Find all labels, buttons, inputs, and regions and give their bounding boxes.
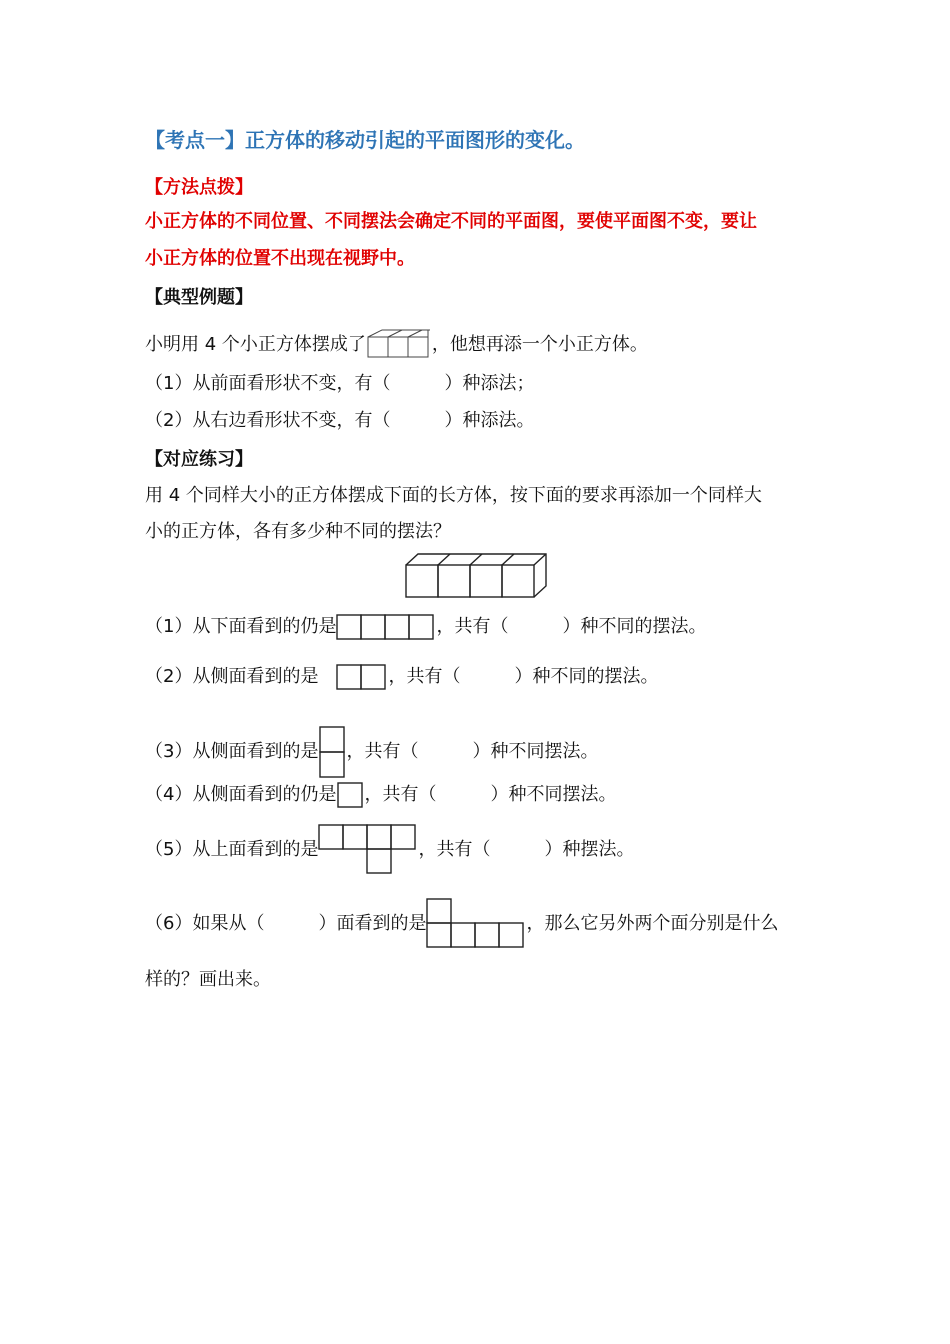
practice-title: 【对应练习】 <box>145 449 253 470</box>
practice-question-2 <box>145 664 658 690</box>
q3-vertical-two-square-figure <box>318 726 346 778</box>
method-text-line1: 小正方体的不同位置、不同摆法会确定不同的平面图，要使平面图不变，要让 <box>145 211 757 232</box>
example-cube-figure <box>366 328 432 362</box>
q2-two-square-figure <box>336 664 388 690</box>
q5-text-before: （5）从上面看到的是 <box>145 839 319 860</box>
method-title: 【方法点拨】 <box>145 177 253 198</box>
practice-text-line2: 小的正方体，各有多少种不同的摆法？ <box>145 521 451 542</box>
example-question-1: （1）从前面看形状不变，有（ ）种添法； <box>145 373 535 394</box>
section-heading: 【考点一】正方体的移动引起的平面图形的变化。 <box>145 128 585 152</box>
example-question-2: （2）从右边看形状不变，有（ ）种添法。 <box>145 410 535 431</box>
q4-text-after: ，共有（ ）种不同摆法。 <box>364 784 617 805</box>
example-title: 【典型例题】 <box>145 287 253 308</box>
q5-text-after: ，共有（ ）种摆法。 <box>418 839 635 860</box>
practice-question-4 <box>145 782 616 808</box>
q5-t-shape-figure <box>318 824 418 876</box>
q6-text-after: ，那么它另外两个面分别是什么 <box>526 913 779 934</box>
practice-text-line1: 用 4 个同样大小的正方体摆成下面的长方体，按下面的要求再添加一个同样大 <box>145 485 762 506</box>
q6-l-shape-figure <box>426 898 526 950</box>
practice-question-5 <box>145 838 634 876</box>
q6-text-before: （6）如果从（ ）面看到的是 <box>145 913 427 934</box>
q1-text-before: （1）从下面看到的仍是 <box>145 616 337 637</box>
cuboid-figure <box>404 552 550 600</box>
q6-text-line2: 样的？画出来。 <box>145 969 271 990</box>
q4-single-square-figure <box>336 782 364 808</box>
q1-text-after: ，共有（ ）种不同的摆法。 <box>436 616 707 637</box>
practice-question-6 <box>145 912 778 936</box>
q1-four-square-figure <box>336 614 436 640</box>
q2-text-before: （2）从侧面看到的是 <box>145 666 337 687</box>
practice-question-1 <box>145 614 706 640</box>
method-text-line2: 小正方体的位置不出现在视野中。 <box>145 248 415 269</box>
q3-text-after: ，共有（ ）种不同摆法。 <box>346 741 599 762</box>
example-text-before: 小明用 4 个小正方体摆成了 <box>145 334 366 355</box>
q4-text-before: （4）从侧面看到的仍是 <box>145 784 337 805</box>
practice-question-3 <box>145 726 598 778</box>
example-statement <box>145 328 648 362</box>
q2-text-after: ，共有（ ）种不同的摆法。 <box>388 666 659 687</box>
example-text-after: ，他想再添一个小正方体。 <box>431 334 648 355</box>
q3-text-before: （3）从侧面看到的是 <box>145 741 319 762</box>
